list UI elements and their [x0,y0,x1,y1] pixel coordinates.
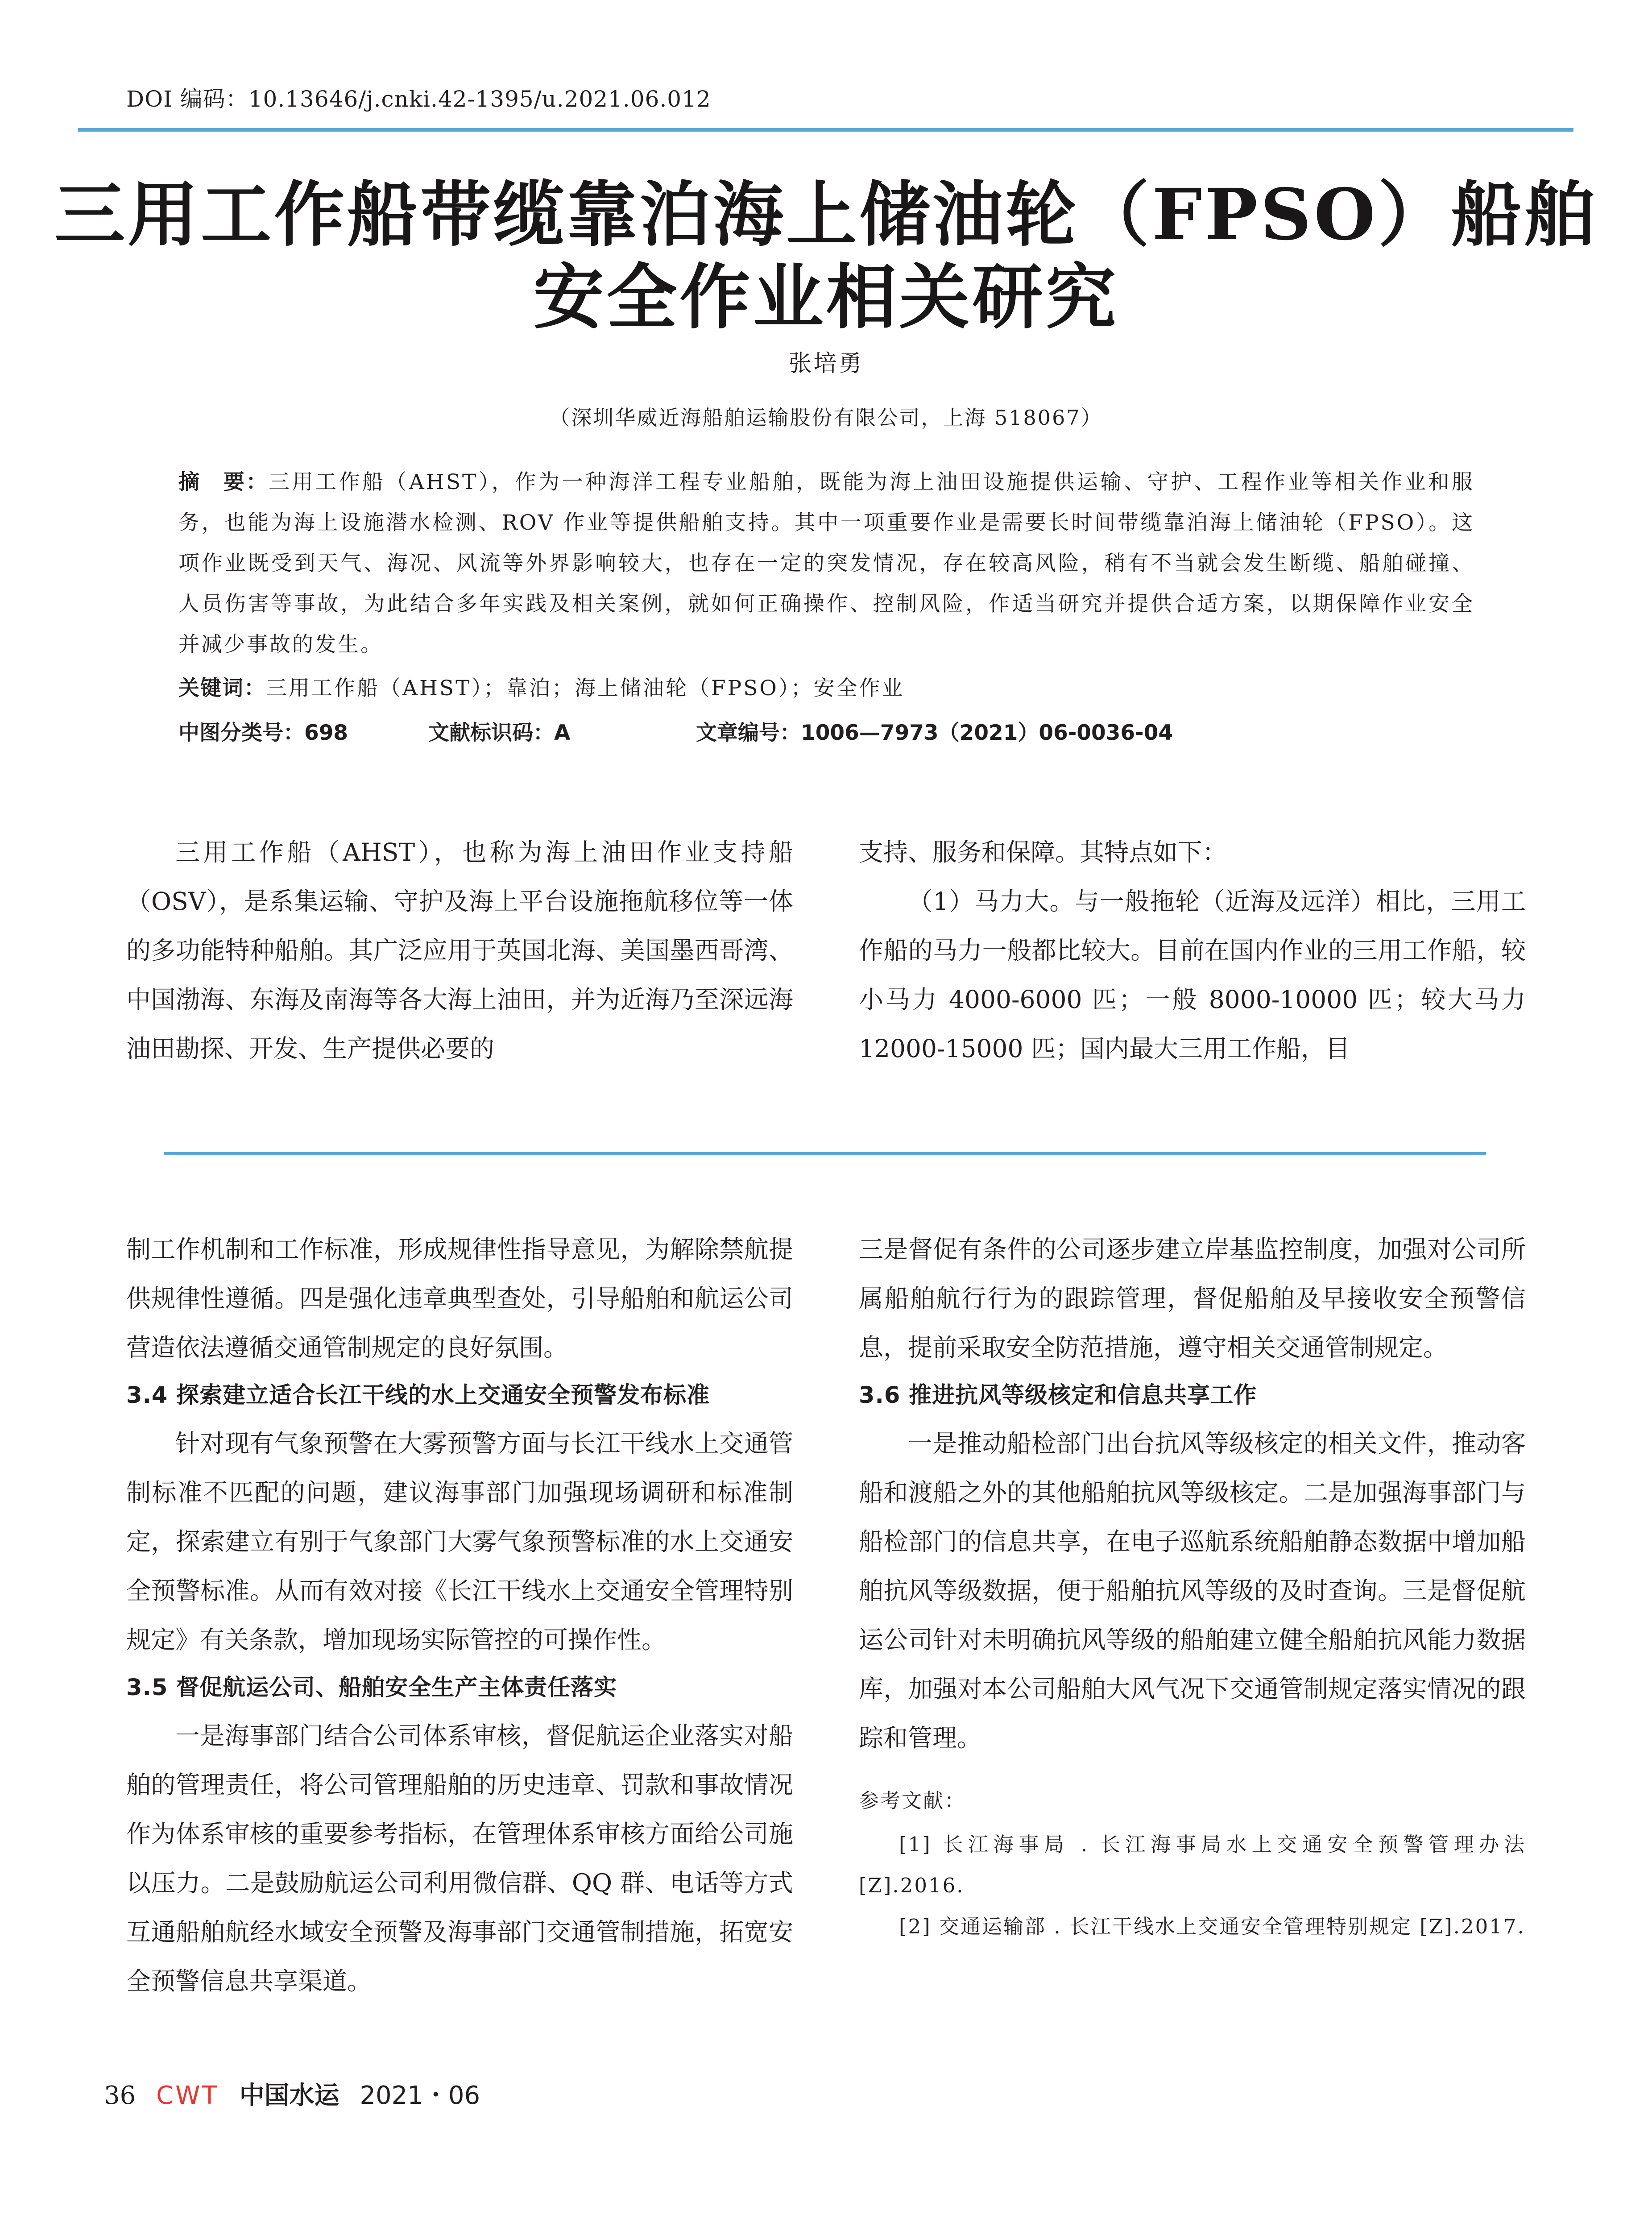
paragraph: 一是推动船检部门出台抗风等级核定的相关文件，推动客船和渡船之外的其他船舶抗风等级核定。二是加强海事部门与船检部门的信息共享，在电子巡航系统船舶静态数据中增加船舶抗风等级数据，便于船舶抗风等级的及时查询。三是督促航运公司针对未明确抗风等级的船舶建立健全船舶抗风能力数据库，加强对本公司船舶大风气况下交通管制规定落实情况的跟踪和管理。 [859,1429,1526,1752]
abstract [178,462,1474,665]
intro-column-right [859,828,1526,1073]
abstract-label: 摘 要： [178,470,269,494]
intro-column-left [126,828,793,1073]
top-divider [78,128,1573,132]
body-column-right [859,1225,1526,1947]
clc-number: 中图分类号：698 [178,721,348,745]
references [859,1780,1526,1947]
issue-number: 2021・06 [360,2081,480,2110]
affiliation: （深圳华威近海船舶运输股份有限公司，上海 518067） [549,406,1103,430]
page-footer [104,2076,493,2111]
references-heading: 参考文献： [859,1789,966,1812]
section-heading-3-5: 3.5 督促航运公司、船舶安全生产主体责任落实 [126,1675,617,1701]
paragraph: 制工作机制和工作标准，形成规律性指导意见，为解除禁航提供规律性遵循。四是强化违章典型查处，引导船舶和航运公司营造依法遵循交通管制规定的良好氛围。 [126,1235,793,1362]
document-code: 文献标识码：A [428,721,571,745]
paragraph: 一是海事部门结合公司体系审核，督促航运企业落实对船舶的管理责任，将公司管理船舶的历史违章、罚款和事故情况作为体系审核的重要参考指标，在管理体系审核方面给公司施以压力。二是鼓励航运公司利用微信群、QQ 群、电话等方式互通船舶航经水域安全预警及海事部门交通管制措施，拓宽安全预警信息共享渠道。 [126,1721,793,1995]
journal-name: 中国水运 [239,2081,340,2110]
section-heading-3-6: 3.6 推进抗风等级核定和信息共享工作 [859,1382,1257,1409]
keywords-text: 三用工作船（AHST）；靠泊；海上储油轮（FPSO）；安全作业 [266,676,905,701]
reference-item: [1] 长江海事局 . 长江海事局水上交通安全预警管理办法 [Z].2016. [859,1833,1526,1897]
article-number: 文章编号：1006—7973（2021）06-0036-04 [696,721,1173,745]
paragraph: 三是督促有条件的公司逐步建立岸基监控制度，加强对公司所属船舶航行行为的跟踪管理，督促船舶及早接收安全预警信息，提前采取安全防范措施，遵守相关交通管制规定。 [859,1235,1526,1362]
reference-item: [2] 交通运输部 . 长江干线水上交通安全管理特别规定 [Z].2017. [899,1915,1525,1938]
section-heading-3-4: 3.4 探索建立适合长江干线的水上交通安全预警发布标准 [126,1382,710,1409]
paper-title-line-2: 安全作业相关研究 [533,256,1119,339]
keywords [178,672,1474,701]
author: 张培勇 [788,350,864,377]
article-break-divider [164,1152,1486,1155]
abstract-text: 三用工作船（AHST），作为一种海洋工程专业船舶，既能为海上油田设施提供运输、守护、工程作业等相关作业和服务，也能为海上设施潜水检测、ROV 作业等提供船舶支持。其中一项重要作业是需要长时间带缆靠泊海上储油轮（FPSO）。这项作业既受到天气、海况、风流等外界影响较大，也存在一定的突发情况，存在较高风险，稍有不当就会发生断缆、船舶碰撞、人员伤害等事故，为此结合多年实践及相关案例，就如何正确操作、控制风险，作适当研究并提供合适方案，以期保障作业安全并减少事故的发生。 [178,470,1474,657]
paper-title-line-1: 三用工作船带缆靠泊海上储油轮（FPSO）船舶 [54,174,1598,256]
paragraph: （1）马力大。与一般拖轮（近海及远洋）相比，三用工作船的马力一般都比较大。目前在国内作业的三用工作船，较小马力 4000-6000 匹；一般 8000-10000 匹；较大马力 12000-15000 匹；国内最大三用工作船，目 [859,887,1526,1063]
journal-brand: CWT [156,2081,219,2110]
doi-line: DOI 编码：10.13646/j.cnki.42-1395/u.2021.06.012 [126,86,711,112]
body-column-left [126,1225,793,2006]
paragraph: 针对现有气象预警在大雾预警方面与长江干线水上交通管制标准不匹配的问题，建议海事部门加强现场调研和标准制定，探索建立有别于气象部门大雾气象预警标准的水上交通安全预警标准。从而有效对接《长江干线水上交通安全管理特别规定》有关条款，增加现场实际管控的可操作性。 [126,1429,793,1654]
paragraph: 三用工作船（AHST），也称为海上油田作业支持船（OSV），是系集运输、守护及海上平台设施拖航移位等一体的多功能特种船舶。其广泛应用于英国北海、美国墨西哥湾、中国渤海、东海及南海等各大海上油田，并为近海乃至深远海油田勘探、开发、生产提供必要的 [126,838,793,1063]
keywords-label: 关键词： [178,676,266,701]
page-number: 36 [104,2081,136,2110]
paragraph: 支持、服务和保障。其特点如下： [859,838,1227,867]
